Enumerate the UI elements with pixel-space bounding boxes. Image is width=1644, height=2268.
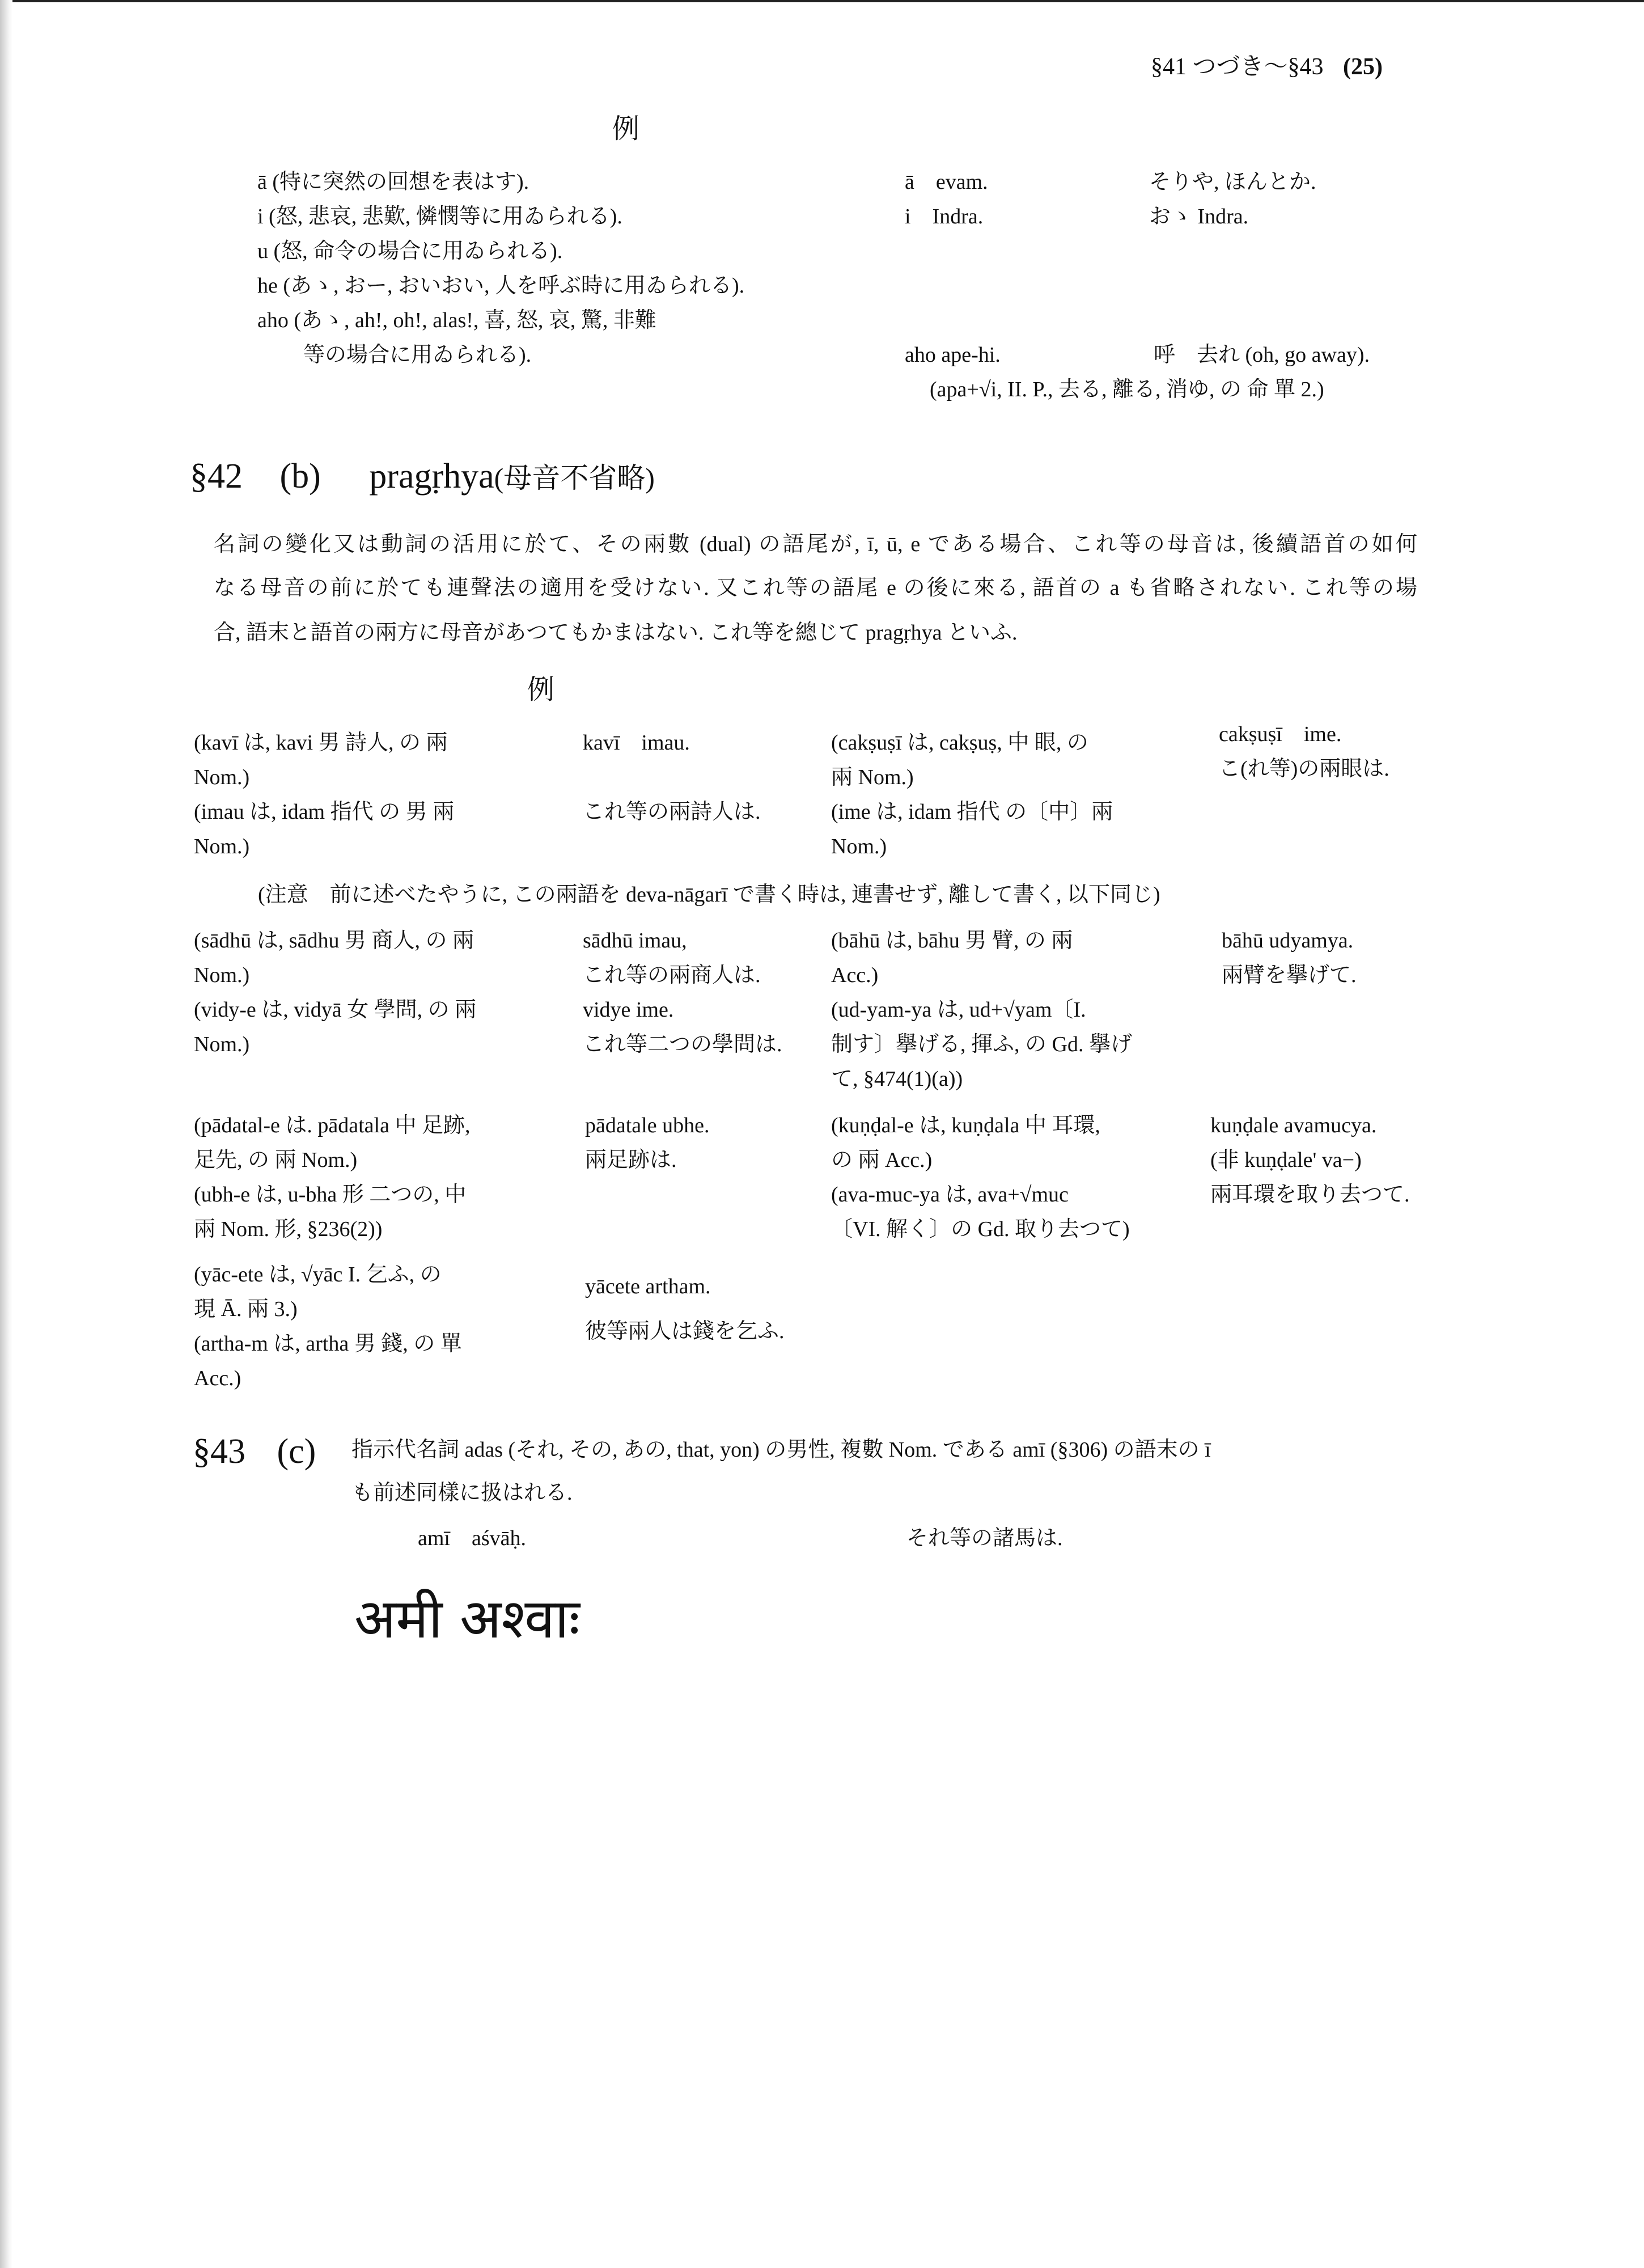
gloss-line: (imau は, idam 指代 の 男 兩 xyxy=(194,800,455,824)
gloss-line: (pādatal-e は. pādatala 中 足跡, xyxy=(194,1114,471,1137)
interjection-line: u (怒, 命令の場合に用ゐられる). xyxy=(257,239,563,263)
example-sanskrit: yācete artham. xyxy=(585,1275,711,1298)
gloss-line: (sādhū は, sādhu 男 商人, の 兩 xyxy=(194,929,474,953)
example-translation: 兩耳環を取り去つて. xyxy=(1210,1183,1410,1207)
gloss-line: (ime は, idam 指代 の〔中〕兩 xyxy=(831,800,1113,824)
gloss-line: (ud-yam-ya は, ud+√yam〔I. xyxy=(831,998,1086,1022)
paragraph-line: も前述同樣に扱はれる. xyxy=(351,1481,573,1505)
example-translation: 彼等兩人は錢を乞ふ. xyxy=(585,1319,785,1343)
gloss-line: (artha-m は, artha 男 錢, の 單 xyxy=(194,1332,462,1356)
example-label: 例 xyxy=(527,675,555,705)
gloss-line: て, §474(1)(a)) xyxy=(831,1067,963,1091)
gloss-line: の 兩 Acc.) xyxy=(831,1148,933,1172)
example-translation: こ(れ等)の兩眼は. xyxy=(1219,757,1389,781)
gloss-line: Acc.) xyxy=(831,963,879,987)
running-header xyxy=(1151,54,1383,80)
interjection-line: ā (特に突然の回想を表はす). xyxy=(257,170,529,194)
section-letter: (c) xyxy=(277,1432,316,1471)
interjection-line: aho (あゝ, ah!, oh!, alas!, 喜, 怒, 哀, 驚, 非難 xyxy=(257,308,656,332)
section-letter: (b) xyxy=(279,457,321,496)
gloss-line: (kavī は, kavi 男 詩人, の 兩 xyxy=(194,731,448,755)
scan-edge-shadow xyxy=(0,0,12,2268)
example-note: (apa+√i, II. P., 去る, 離る, 消ゆ, の 命 單 2.) xyxy=(930,378,1324,401)
example-sanskrit: kuṇḍale avamucya. xyxy=(1210,1114,1377,1137)
example-translation: これ等の兩商人は. xyxy=(583,963,761,987)
example-sanskrit: aho ape-hi. xyxy=(905,343,1001,367)
gloss-line: (ubh-e は, u-bha 形 二つの, 中 xyxy=(194,1183,467,1207)
page-number: (25) xyxy=(1343,54,1383,80)
page-top-border xyxy=(0,0,1644,2)
example-sanskrit: kavī imau. xyxy=(583,731,690,755)
interjection-line: 等の場合に用ゐられる). xyxy=(303,343,532,367)
example-translation: 兩足跡は. xyxy=(585,1148,677,1172)
gloss-line: 〔VI. 解く〕の Gd. 取り去つて) xyxy=(831,1217,1130,1241)
example-sanskrit: sādhū imau, xyxy=(583,929,687,953)
example-translation: これ等二つの學問は. xyxy=(583,1033,782,1056)
section-range: §41 つづき～§43 xyxy=(1151,54,1324,80)
example-translation: 呼 去れ (oh, go away). xyxy=(1154,343,1370,367)
paragraph-line: 名詞の變化又は動詞の活用に於て、その兩數 (dual) の語尾が, ī, ū, e である場合、これ等の母音は, 後續語首の如何 xyxy=(214,532,1417,556)
gloss-line: 制す〕擧げる, 揮ふ, の Gd. 擧げ xyxy=(831,1033,1132,1056)
paragraph-line: 合, 語末と語首の兩方に母音があつてもかまはない. これ等を總じて pragṛhya といふ. xyxy=(214,621,1018,645)
interjection-line: he (あゝ, おー, おいおい, 人を呼ぶ時に用ゐられる). xyxy=(257,274,745,298)
gloss-line: (bāhū は, bāhu 男 臂, の 兩 xyxy=(831,929,1073,953)
gloss-line: (vidy-e は, vidyā 女 學問, の 兩 xyxy=(194,998,477,1022)
example-translation: それ等の諸馬は. xyxy=(906,1526,1063,1550)
devanagari-example: अमी अश्वाः xyxy=(354,1587,580,1651)
gloss-line: 足先, の 兩 Nom.) xyxy=(194,1148,358,1172)
example-note: (非 kuṇḍale' va−) xyxy=(1210,1148,1362,1172)
paragraph-line: なる母音の前に於ても連聲法の適用を受けない. 又これ等の語尾 e の後に來る, 語首の a も省略されない. これ等の場 xyxy=(214,576,1417,600)
example-translation: おゝ Indra. xyxy=(1149,205,1249,229)
example-translation: そりや, ほんとか. xyxy=(1149,170,1316,194)
section-term: pragṛhya xyxy=(369,457,494,496)
example-sanskrit: bāhū udyamya. xyxy=(1222,929,1354,953)
example-sanskrit: vidye ime. xyxy=(583,998,674,1022)
gloss-line: Nom.) xyxy=(831,835,887,858)
gloss-line: Nom.) xyxy=(194,963,250,987)
gloss-line: (kuṇḍal-e は, kuṇḍala 中 耳環, xyxy=(831,1114,1100,1137)
gloss-line: (cakṣuṣī は, cakṣuṣ, 中 眼, の xyxy=(831,731,1088,755)
section-heading-43 xyxy=(193,1432,316,1471)
section-number: §42 xyxy=(190,457,243,496)
example-translation: これ等の兩詩人は. xyxy=(583,800,761,824)
gloss-line: Nom.) xyxy=(194,1033,250,1056)
gloss-line: Nom.) xyxy=(194,835,250,858)
interjection-line: i (怒, 悲哀, 悲歎, 憐憫等に用ゐられる). xyxy=(257,205,622,229)
example-label: 例 xyxy=(612,114,640,144)
caution-note: (注意 前に述べたやうに, この兩語を deva-nāgarī で書く時は, 連書せず, 離して書く, 以下同じ) xyxy=(258,883,1160,907)
example-sanskrit: amī aśvāḥ. xyxy=(418,1526,527,1550)
gloss-line: (ava-muc-ya は, ava+√muc xyxy=(831,1183,1069,1207)
gloss-line: 兩 Nom. 形, §236(2)) xyxy=(194,1217,383,1241)
gloss-line: Acc.) xyxy=(194,1366,241,1390)
example-sanskrit: cakṣuṣī ime. xyxy=(1219,722,1342,746)
gloss-line: Nom.) xyxy=(194,765,250,789)
section-gloss: (母音不省略) xyxy=(494,462,655,494)
gloss-line: 現 Ā. 兩 3.) xyxy=(194,1297,298,1321)
paragraph-line: 指示代名詞 adas (それ, その, あの, that, yon) の男性, 複數 Nom. である amī (§306) の語末の ī xyxy=(351,1438,1211,1462)
gloss-line: 兩 Nom.) xyxy=(831,765,914,789)
section-number: §43 xyxy=(193,1432,245,1471)
section-heading-42 xyxy=(190,456,655,498)
example-translation: 兩臂を擧げて. xyxy=(1222,963,1357,987)
gloss-line: (yāc-ete は, √yāc I. 乞ふ, の xyxy=(194,1263,442,1287)
example-sanskrit: ā evam. xyxy=(905,170,988,194)
example-sanskrit: i Indra. xyxy=(905,205,984,229)
example-sanskrit: pādatale ubhe. xyxy=(585,1114,710,1137)
